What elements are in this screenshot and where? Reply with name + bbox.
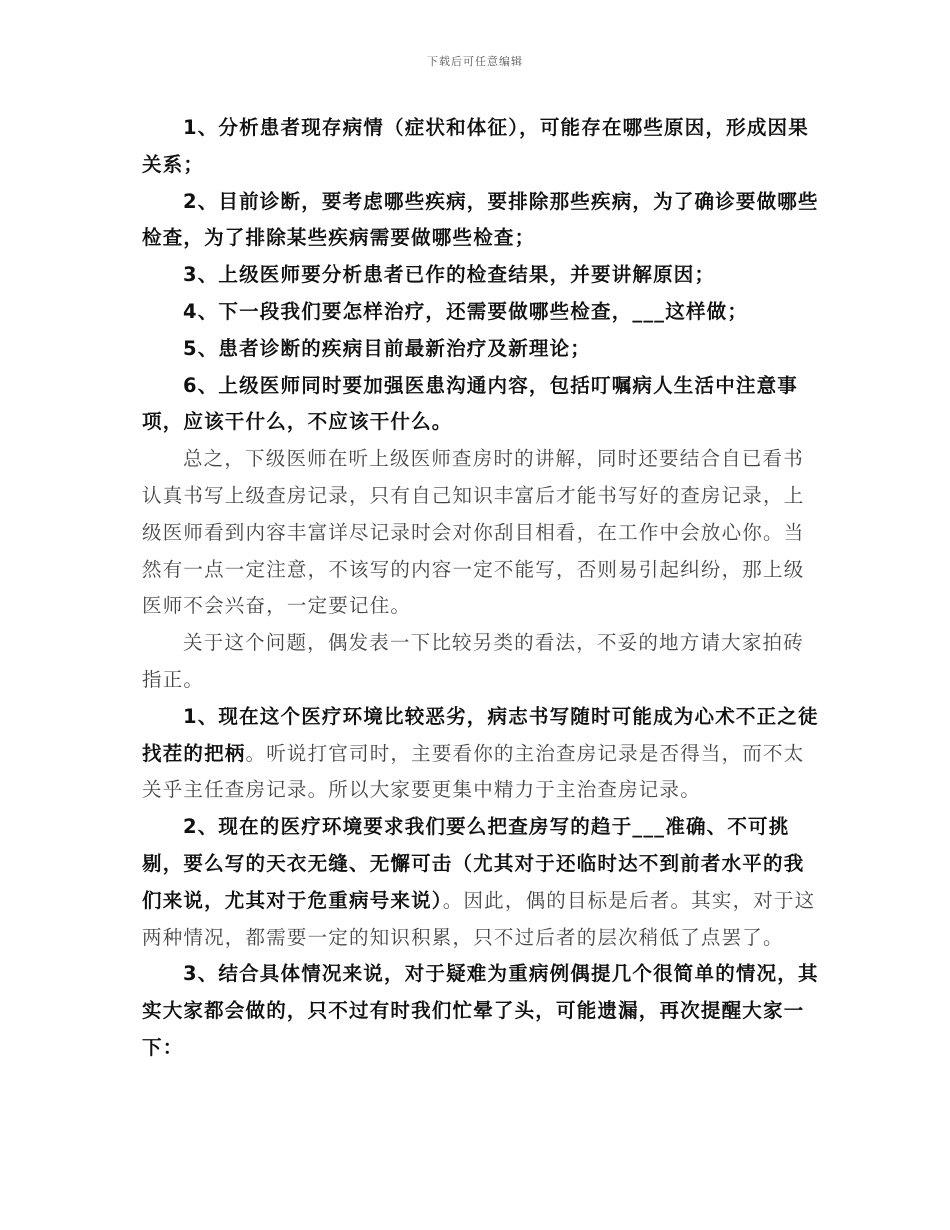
page-header: 下载后可任意编辑 bbox=[427, 55, 523, 68]
paragraph-7 bbox=[142, 441, 824, 625]
paragraph-5 bbox=[142, 331, 824, 368]
paragraph-text: 关于这个问题，偶发表一下比较另类的看法，不妥的地方请大家拍砖指正。 bbox=[142, 631, 804, 691]
paragraph-text: 。听说打官司时，主要看你的主治查房记录是否得当，而不太关乎主任查房记录。所以大家要更集中精力于主治查房记录。 bbox=[142, 741, 805, 802]
paragraph-bold-text: 3、结合具体情况来说，对于疑难为重病例偶提几个很简单的情况，其实大家都会做的，只不过有时我们忙晕了头，可能遗漏，再次提醒大家一下： bbox=[142, 962, 819, 1059]
paragraph-bold-text: 5、患者诊断的疾病目前最新治疗及新理论； bbox=[182, 336, 592, 360]
document-body bbox=[142, 110, 824, 1067]
paragraph-bold-text: 4、下一段我们要怎样治疗，还需要做哪些检查，___这样做； bbox=[182, 299, 749, 323]
paragraph-6 bbox=[142, 368, 824, 442]
paragraph-11 bbox=[142, 956, 824, 1066]
paragraph-1 bbox=[142, 110, 824, 184]
paragraph-text: 总之，下级医师在听上级医师查房时的讲解，同时还要结合自已看书认真书写上级查房记录，只有自己知识丰富后才能书写好的查房记录，上级医师看到内容丰富详尽记录时会对你刮目相看，在工作中会放心你。当然有一点一定注意，不该写的内容一定不能写，否则易引起纠纷，那上级医师不会兴奋，一定要记住。 bbox=[142, 447, 805, 618]
paragraph-bold-text: 3、上级医师要分析患者已作的检查结果，并要讲解原因； bbox=[182, 263, 716, 287]
paragraph-bold-text: 1、分析患者现存病情（症状和体征），可能存在哪些原因，形成因果关系； bbox=[142, 116, 809, 176]
paragraph-9 bbox=[142, 699, 824, 809]
paragraph-bold-text: 2、现在的医疗环境要求我们要么把查房写的趋于___准确、不可挑剔，要么写的天衣无缝、无懈可击（尤其对于还临时达不到前者水平的我们来说，尤其对于危重病号来说） bbox=[142, 815, 805, 912]
paragraph-bold-text: 2、目前诊断，要考虑哪些疾病，要排除那些疾病，为了确诊要做哪些检查，为了排除某些疾病需要做哪些检查； bbox=[142, 189, 819, 250]
paragraph-2 bbox=[142, 184, 824, 258]
paragraph-10 bbox=[142, 809, 824, 956]
paragraph-bold-text: 1、现在这个医疗环境比较恶劣，病志书写随时可能成为心术不正之徒找茬的把柄 bbox=[142, 704, 819, 765]
paragraph-3 bbox=[142, 257, 824, 294]
paragraph-4 bbox=[142, 294, 824, 331]
paragraph-bold-text: 6、上级医师同时要加强医患沟通内容，包括叮嘱病人生活中注意事项，应该干什么，不应该干什么。 bbox=[142, 373, 799, 434]
paragraph-text: 。因此，偶的目标是后者。其实，对于这两种情况，都需要一定的知识积累，只不过后者的层次稍低了点罢了。 bbox=[142, 888, 816, 949]
paragraph-8 bbox=[142, 625, 824, 699]
